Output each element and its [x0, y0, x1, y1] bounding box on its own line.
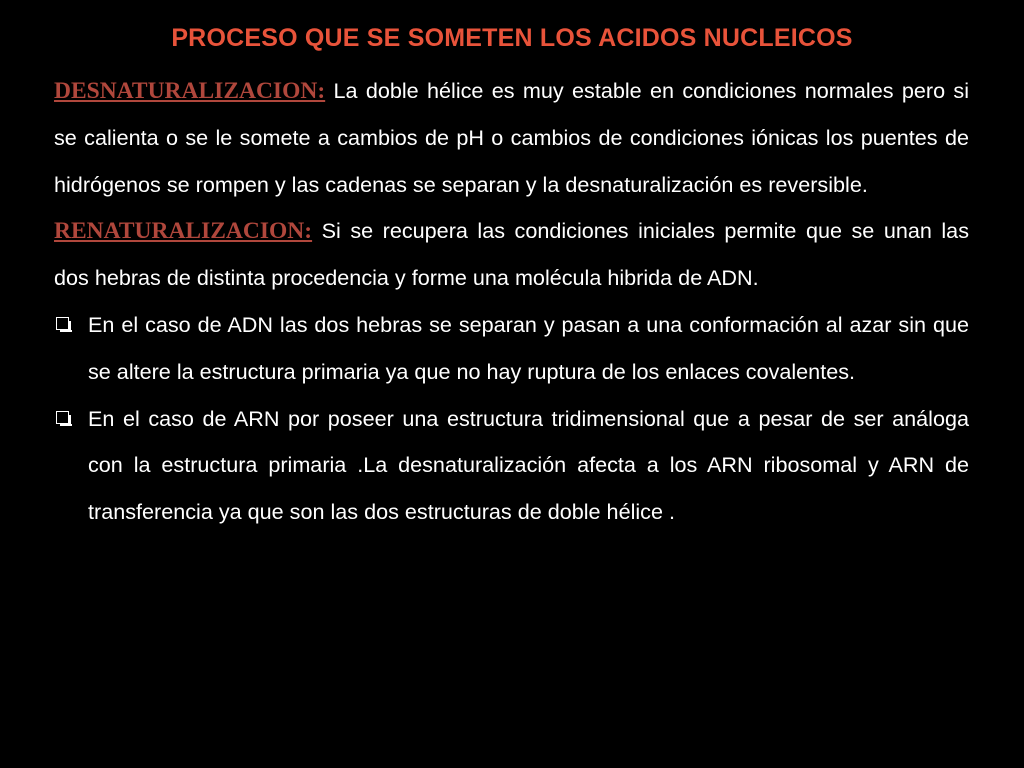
bullet-text: En el caso de ARN por poseer una estructura tridimensional que a pesar de ser análoga con la estructura primaria .La desnaturalización afecta a los ARN ribosomal y ARN de transferencia ya que son las dos estructuras de doble hélice . [88, 405, 969, 525]
paragraph-renaturalizacion [54, 208, 969, 302]
paragraph-text: Si se recupera las condiciones iniciales permite que se unan las dos hebras de distinta procedencia y forme una molécula hibrida de ADN. [54, 218, 969, 291]
term-renaturalizacion: RENATURALIZACION: [54, 218, 313, 245]
slide-title: PROCESO QUE SE SOMETEN LOS ACIDOS NUCLEICOS [171, 24, 853, 52]
term-desnaturalizacion: DESNATURALIZACION: [54, 78, 326, 104]
bullet-text: En el caso de ADN las dos hebras se separan y pasan a una conformación al azar sin que se altere la estructura primaria ya que no hay ruptura de los enlaces covalentes. [88, 311, 969, 384]
bullet-item-adn [54, 302, 969, 396]
paragraph-desnaturalizacion [54, 68, 969, 208]
bullet-item-arn [54, 396, 969, 536]
slide-content [54, 68, 969, 536]
checkbox-icon [56, 411, 69, 424]
checkbox-icon [56, 317, 69, 330]
paragraph-text: La doble hélice es muy estable en condiciones normales pero si se calienta o se le somete a cambios de pH o cambios de condiciones iónicas los puentes de hidrógenos se rompen y las cadenas se separan y la desnaturalización es reversible. [54, 78, 969, 197]
